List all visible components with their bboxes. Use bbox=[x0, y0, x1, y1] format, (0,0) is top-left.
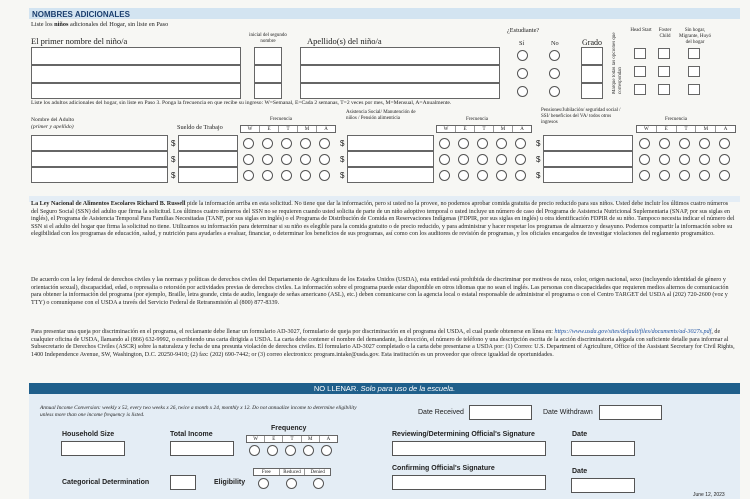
child2-first-name[interactable] bbox=[31, 65, 241, 83]
freq-w: W bbox=[637, 126, 657, 132]
child1-student-yes-radio[interactable] bbox=[517, 50, 528, 61]
adult1-assistance-freq-radio[interactable] bbox=[515, 138, 526, 149]
children-instr-pre: Liste los bbox=[31, 21, 55, 28]
child3-last-name[interactable] bbox=[300, 83, 500, 99]
child1-head-start-checkbox[interactable] bbox=[634, 48, 646, 59]
adult3-assistance-freq-radio[interactable] bbox=[496, 170, 507, 181]
assistance-frequency-header bbox=[436, 125, 532, 133]
child1-middle-initial[interactable] bbox=[254, 47, 282, 65]
adult1-pensions-freq-radio[interactable] bbox=[659, 138, 670, 149]
date-withdrawn-field[interactable] bbox=[599, 405, 662, 420]
privacy-paragraph bbox=[31, 201, 737, 239]
elig-denied-radio[interactable] bbox=[313, 478, 324, 489]
adult1-pensions-freq-radio[interactable] bbox=[679, 138, 690, 149]
office-bar-title: NO LLENAR. bbox=[313, 384, 359, 393]
adult1-salary-freq-radio[interactable] bbox=[262, 138, 273, 149]
child1-grade[interactable] bbox=[581, 47, 603, 65]
total-income-label: Total Income bbox=[170, 431, 213, 438]
dollar-sign: $ bbox=[340, 155, 345, 164]
adult2-salary[interactable] bbox=[178, 151, 238, 167]
adult1-pensions-freq-radio[interactable] bbox=[719, 138, 730, 149]
last-name-label: Apellido(s) del niño/a bbox=[307, 36, 382, 46]
child3-grade[interactable] bbox=[581, 83, 603, 99]
salary-label: Sueldo de Trabajo bbox=[177, 124, 223, 131]
salary-frequency-header bbox=[240, 125, 336, 133]
adult1-pensions[interactable] bbox=[543, 135, 633, 151]
annual-income-note: Annual Income Conversion: weekly x 52, every two weeks x 26, twice a month x 24, monthly x 12. Do not annualize income to determine eligibility unless more than one income frequency is listed. bbox=[40, 405, 357, 418]
pensions-label: Pensiones/Jubilación/ seguridad social / SSI/ beneficios del VA/ todos otros ingresos bbox=[541, 108, 621, 125]
adult1-name[interactable] bbox=[31, 135, 168, 151]
nondiscrimination-paragraph: De acuerdo con la ley federal de derechos civiles y las normas y políticas de derechos civiles del Departamento de Agricultura de los Estados Unidos (USDA), esta entidad está prohibida de discriminar por motivos de raza, color, origen nacional, sexo (incluyendo identidad de género y orientación sexual), discapacidad, edad, o represalia o retorsión por actividades previas de derechos civiles. La información sobre el programa puede estar disponible en otros idiomas que no sean el inglés. Las personas con discapacidades que requieren medios alternos de comunicación para obtener la información del programa (por ejemplo, Braille, letra grande, cinta de audio, lenguaje de señas americano (ASL), etc.) deben comunicarse con la agencia local o estatal responsable de administrar el programa o con el Centro TARGET del USDA al (202) 720-2600 (voz y TTY) o comuníquese con el USDA a través del Servicio Federal de Retransmisión al (800) 877-8339. bbox=[31, 277, 729, 306]
freq-w: W bbox=[241, 126, 260, 132]
children-instr-bold: niños bbox=[54, 21, 69, 28]
freq-t: T bbox=[279, 126, 298, 132]
confirming-signature-label: Confirming Official's Signature bbox=[392, 465, 495, 472]
adult-name-sub: (primer y apellido) bbox=[31, 124, 74, 130]
ad3027-link[interactable]: https://www.usda.gov/sites/default/files/documents/ad-3027s.pdf bbox=[554, 329, 712, 335]
adult3-salary-freq-radio[interactable] bbox=[300, 170, 311, 181]
adult2-assistance[interactable] bbox=[347, 151, 434, 167]
adult1-assistance[interactable] bbox=[347, 135, 434, 151]
eligibility-header bbox=[253, 468, 331, 476]
first-name-label: El primer nombre del niño/a bbox=[31, 36, 128, 46]
adult3-assistance[interactable] bbox=[347, 167, 434, 183]
adult1-salary-freq-radio[interactable] bbox=[281, 138, 292, 149]
adult3-name[interactable] bbox=[31, 167, 168, 183]
child2-foster-checkbox[interactable] bbox=[658, 66, 670, 77]
adult2-pensions-freq-radio[interactable] bbox=[679, 154, 690, 165]
privacy-text: pide la información arriba en esta solicitud. No tiene que dar la información, pero si usted no la provee, no podemos aprobar comida gratuita de precio reducido para sus niños. Usted debe incluir los últimos cuatro números del Seguro Social (SSN) del adulto que firma la solicitud. Los últimos cuatro números del SSN no se requieren cuando usted solicita de parte de un niño adoptivo temporal o usted incluye un número de caso del Programa de Asistencia Nutricional Suplementaria (SNAP, por sus siglas en inglés), el Programa de Asistencia Temporal Para Familias Necesitadas (TANF, por sus siglas en inglés) o el Programa de Distribución de Comida en Reservaciones Indígenas (FDPIR, por sus siglas en inglés) u otra identificación FDPIR de su niño. Tampoco necesita indicar el número del SSN si el adulto del hogar que firma la solicitud no tiene. Utilizamos su información para determinar si su niño es elegible para la comida gratuito o de precio reducido, y para administrar y hacer respetar los programas de almuerzo y desayuno. Podemos compartir la información sobre su elegibilidad con los programas de educación, salud, y nutrición para ayudarles a evaluar, financiar, o determinar los beneficios de sus programas, así como con los auditores de revisión de programas, y los oficiales encargados de investigar violaciones del reglamento programático. bbox=[31, 201, 735, 238]
freq-t: T bbox=[475, 126, 494, 132]
date-received-label: Date Received bbox=[418, 409, 464, 416]
adult2-assistance-freq-radio[interactable] bbox=[477, 154, 488, 165]
adult1-salary[interactable] bbox=[178, 135, 238, 151]
adult2-assistance-freq-radio[interactable] bbox=[458, 154, 469, 165]
confirming-signature-field[interactable] bbox=[392, 475, 546, 490]
eligibility-label: Eligibility bbox=[214, 479, 246, 486]
adult3-pensions-freq-radio[interactable] bbox=[659, 170, 670, 181]
elig-reduced: Reduced bbox=[280, 469, 306, 475]
household-size-field[interactable] bbox=[61, 441, 125, 456]
dollar-sign: $ bbox=[340, 139, 345, 148]
child2-student-yes-radio[interactable] bbox=[517, 68, 528, 79]
adult3-pensions[interactable] bbox=[543, 167, 633, 183]
freq-a: A bbox=[520, 127, 524, 132]
adult1-assistance-freq-radio[interactable] bbox=[458, 138, 469, 149]
adult3-salary-freq-radio[interactable] bbox=[319, 170, 330, 181]
dollar-sign: $ bbox=[171, 139, 176, 148]
household-size-label: Household Size bbox=[62, 431, 115, 438]
child2-last-name[interactable] bbox=[300, 65, 500, 83]
adult3-assistance-freq-radio[interactable] bbox=[439, 170, 450, 181]
assistance-label: Asistencia Social/ Manutención de niños / Pensión alimenticia bbox=[346, 110, 416, 121]
child2-middle-initial[interactable] bbox=[254, 65, 282, 83]
adult3-assistance-freq-radio[interactable] bbox=[458, 170, 469, 181]
office-freq-radio[interactable] bbox=[267, 445, 278, 456]
office-freq-radio[interactable] bbox=[249, 445, 260, 456]
adult3-assistance-freq-radio[interactable] bbox=[477, 170, 488, 181]
dollar-sign: $ bbox=[536, 155, 541, 164]
freq-t: T bbox=[677, 126, 697, 132]
dollar-sign: $ bbox=[536, 171, 541, 180]
freq-e: E bbox=[260, 126, 279, 132]
child1-student-no-radio[interactable] bbox=[549, 50, 560, 61]
categorical-field[interactable] bbox=[170, 475, 196, 490]
adult2-pensions-freq-radio[interactable] bbox=[699, 154, 710, 165]
freq-a: A bbox=[324, 127, 328, 132]
freq-m: M bbox=[302, 436, 320, 442]
foster-label: Foster Child bbox=[658, 28, 672, 39]
adult2-assistance-freq-radio[interactable] bbox=[496, 154, 507, 165]
office-freq-radio[interactable] bbox=[321, 445, 332, 456]
homeless-label: Sin hogar, Migrante, Huyó del hogar bbox=[679, 28, 711, 45]
privacy-law-name: La Ley Nacional de Alimentos Escolares Richard B. Russell bbox=[31, 201, 186, 207]
adult2-salary-freq-radio[interactable] bbox=[319, 154, 330, 165]
adult1-assistance-freq-radio[interactable] bbox=[439, 138, 450, 149]
footer-date: June 12, 2023 bbox=[693, 492, 725, 498]
adult2-salary-freq-radio[interactable] bbox=[300, 154, 311, 165]
freq-a: A bbox=[326, 437, 331, 442]
adult2-salary-freq-radio[interactable] bbox=[281, 154, 292, 165]
grade-label: Grado bbox=[582, 38, 602, 47]
dollar-sign: $ bbox=[171, 155, 176, 164]
adult1-pensions-freq-radio[interactable] bbox=[699, 138, 710, 149]
adults-instruction: Liste los adultos adicionales del hogar, sin liste en Paso 3. Ponga la frecuencia en que recibe su ingreso: W=Semanal, E=Cada 2 semanas, T=2 veces por mes, M=Mensual, A=Anualmente. bbox=[31, 100, 452, 106]
office-frequency-label: Frequency bbox=[271, 425, 307, 432]
adult3-pensions-freq-radio[interactable] bbox=[639, 170, 650, 181]
office-freq-radio[interactable] bbox=[285, 445, 296, 456]
children-instruction bbox=[31, 21, 168, 28]
adult3-pensions-freq-radio[interactable] bbox=[719, 170, 730, 181]
adult3-pensions-freq-radio[interactable] bbox=[679, 170, 690, 181]
freq-e: E bbox=[265, 436, 283, 442]
adult1-salary-freq-radio[interactable] bbox=[243, 138, 254, 149]
child2-grade[interactable] bbox=[581, 65, 603, 83]
adult3-salary-freq-radio[interactable] bbox=[243, 170, 254, 181]
adult2-pensions-freq-radio[interactable] bbox=[639, 154, 650, 165]
complaint-post: , de cualquier oficina de USDA, llamando al (866) 632-9992, o escribiendo una carta dirigida a USDA. La carta debe contener el nombre del demandante, la dirección, el número de teléfono y una descripción escrita de la acción discriminatoria alegada con suficiente detalle para informar al Subsecretario de Derechos Civiles (ASCR) sobre la naturaleza y fecha de una presunta violación de derechos civiles. El formulario AD-3027 completado o la carta debe presentarse a USDA por: (1) Correo: U.S. Department of Agriculture, Office of the Assistant Secretary for Civil Rights, 1400 Independence Avenue, SW, Washington, D.C. 20250-9410; (2) fax: (202) 690-7442; or (3) correo electronico: program.intake@usda.gov. Esta institución es un proveedor que ofrece igualdad de oportunidades. bbox=[31, 329, 735, 358]
adult2-salary-freq-radio[interactable] bbox=[262, 154, 273, 165]
freq-m: M bbox=[298, 126, 317, 132]
elig-reduced-radio[interactable] bbox=[286, 478, 297, 489]
child1-first-name[interactable] bbox=[31, 47, 241, 65]
child3-student-yes-radio[interactable] bbox=[517, 86, 528, 97]
date-received-field[interactable] bbox=[469, 405, 532, 420]
date-withdrawn-label: Date Withdrawn bbox=[543, 409, 593, 416]
child2-head-start-checkbox[interactable] bbox=[634, 66, 646, 77]
adult2-name[interactable] bbox=[31, 151, 168, 167]
office-frequency-header bbox=[246, 435, 338, 443]
freq-m: M bbox=[696, 126, 716, 132]
freq-m: M bbox=[494, 126, 513, 132]
reviewing-date-label: Date bbox=[572, 431, 588, 438]
freq-w: W bbox=[247, 436, 265, 442]
mark-all-label: Marque todas las opciones que correspondan bbox=[612, 32, 623, 94]
child1-last-name[interactable] bbox=[300, 47, 500, 65]
elig-free: Free bbox=[254, 469, 280, 475]
office-freq-radio[interactable] bbox=[303, 445, 314, 456]
dollar-sign: $ bbox=[340, 171, 345, 180]
adult3-salary[interactable] bbox=[178, 167, 238, 183]
elig-denied: Denied bbox=[310, 470, 325, 475]
child2-homeless-checkbox[interactable] bbox=[688, 66, 700, 77]
freq-w: W bbox=[437, 126, 456, 132]
freq-t: T bbox=[283, 436, 301, 442]
dollar-sign: $ bbox=[536, 139, 541, 148]
student-yes-label: Sí bbox=[519, 40, 525, 47]
freq-e: E bbox=[456, 126, 475, 132]
child1-foster-checkbox[interactable] bbox=[658, 48, 670, 59]
child3-first-name[interactable] bbox=[31, 83, 241, 99]
confirming-date-label: Date bbox=[572, 468, 588, 475]
section-title: NOMBRES ADICIONALES bbox=[32, 10, 130, 19]
complaint-paragraph bbox=[31, 329, 737, 359]
student-label: ¿Estudiante? bbox=[507, 27, 540, 34]
child3-head-start-checkbox[interactable] bbox=[634, 84, 646, 95]
adult3-salary-freq-radio[interactable] bbox=[281, 170, 292, 181]
adult2-pensions-freq-radio[interactable] bbox=[659, 154, 670, 165]
adult1-salary-freq-radio[interactable] bbox=[319, 138, 330, 149]
elig-free-radio[interactable] bbox=[258, 478, 269, 489]
child3-homeless-checkbox[interactable] bbox=[688, 84, 700, 95]
child3-foster-checkbox[interactable] bbox=[658, 84, 670, 95]
adult2-pensions[interactable] bbox=[543, 151, 633, 167]
adult2-assistance-freq-radio[interactable] bbox=[439, 154, 450, 165]
section-header-band bbox=[29, 8, 740, 19]
adult1-salary-freq-radio[interactable] bbox=[300, 138, 311, 149]
reviewing-date-field[interactable] bbox=[571, 441, 635, 456]
adult1-pensions-freq-radio[interactable] bbox=[639, 138, 650, 149]
pensions-frequency-label: Frecuencia bbox=[665, 117, 687, 122]
total-income-field[interactable] bbox=[170, 441, 234, 456]
adult2-pensions-freq-radio[interactable] bbox=[719, 154, 730, 165]
child1-homeless-checkbox[interactable] bbox=[688, 48, 700, 59]
student-no-label: No bbox=[551, 40, 559, 47]
adult-name-label: Nombre del Adulto bbox=[31, 117, 75, 123]
dollar-sign: $ bbox=[171, 171, 176, 180]
freq-e: E bbox=[657, 126, 677, 132]
adult2-salary-freq-radio[interactable] bbox=[243, 154, 254, 165]
adult3-salary-freq-radio[interactable] bbox=[262, 170, 273, 181]
freq-a: A bbox=[723, 127, 728, 132]
adult2-assistance-freq-radio[interactable] bbox=[515, 154, 526, 165]
adult1-assistance-freq-radio[interactable] bbox=[496, 138, 507, 149]
assistance-frequency-label: Frecuencia bbox=[466, 117, 488, 122]
head-start-label: Head Start bbox=[630, 28, 652, 33]
office-bar-sub: Solo para uso de la escuela. bbox=[358, 384, 456, 393]
child2-student-no-radio[interactable] bbox=[549, 68, 560, 79]
middle-initial-label: inicial del segundo nombre bbox=[249, 33, 287, 44]
pensions-frequency-header bbox=[636, 125, 736, 133]
child3-student-no-radio[interactable] bbox=[549, 86, 560, 97]
salary-frequency-label: Frecuencia bbox=[270, 117, 292, 122]
adult3-pensions-freq-radio[interactable] bbox=[699, 170, 710, 181]
confirming-date-field[interactable] bbox=[571, 478, 635, 493]
reviewing-signature-label: Reviewing/Determining Official's Signature bbox=[392, 431, 535, 438]
adult1-assistance-freq-radio[interactable] bbox=[477, 138, 488, 149]
reviewing-signature-field[interactable] bbox=[392, 441, 546, 456]
complaint-pre: Para presentar una queja por discriminación en el programa, el reclamante debe llenar un formulario AD-3027, formulario de queja por discriminación en el programa del USDA, el cual puede obtenerse en línea en: bbox=[31, 329, 555, 335]
office-use-bar bbox=[29, 383, 740, 394]
adult3-assistance-freq-radio[interactable] bbox=[515, 170, 526, 181]
categorical-label: Categorical Determination bbox=[62, 479, 150, 486]
child3-middle-initial[interactable] bbox=[254, 83, 282, 99]
children-instr-post: adicionales del Hogar, sin liste en Paso bbox=[68, 21, 169, 28]
